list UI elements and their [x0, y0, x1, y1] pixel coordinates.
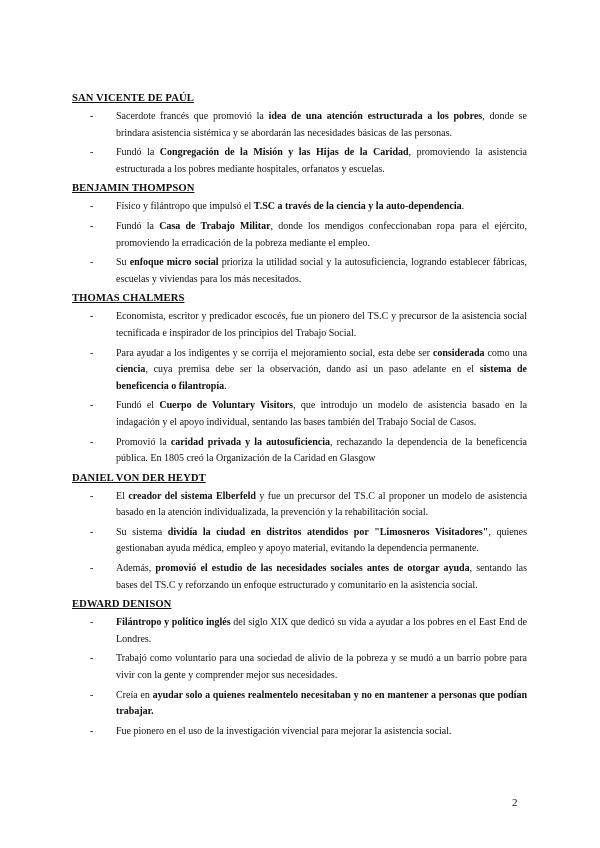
text: , promoviendo la asistencia estructurada a los pobres mediante hospitales, orfanatos y escuelas.: [116, 147, 527, 175]
list-item: [72, 145, 527, 178]
list-item: [72, 489, 527, 522]
bold-text: creador del sistema Elberfeld: [128, 490, 256, 502]
text: Su sistema: [116, 526, 168, 538]
text: , donde se brindara asistencia sistémica y se abordarán las necesidades básicas de las personas.: [116, 111, 527, 139]
dash-bullet: -: [90, 563, 94, 575]
text: El: [116, 490, 129, 502]
text: como una: [484, 347, 528, 359]
dash-bullet: -: [90, 220, 94, 232]
dash-bullet: -: [90, 689, 94, 701]
dash-bullet: -: [90, 526, 94, 538]
text: del siglo XIX que dedicó su vida a ayudar a los pobres en el East End de Londres.: [116, 617, 527, 645]
bold-text: Filántropo y político inglés: [116, 617, 231, 629]
list-item: [72, 255, 527, 288]
text: .: [224, 380, 227, 392]
text: Para ayudar a los indigentes y se corrija el mejoramiento social, esta debe ser: [116, 347, 433, 359]
page-number: 2: [512, 797, 518, 809]
dash-bullet: -: [90, 400, 94, 412]
bold-text: T.SC a través de la ciencia y la auto-dependencia: [253, 201, 462, 213]
bullet-list: [72, 489, 527, 595]
bold-text: dividía la ciudad en distritos atendidos por "Limosneros Visitadores": [167, 526, 489, 538]
text: , sentando las bases del TS.C y reforzando un enfoque estructurado y comunitario en la asistencia social.: [116, 563, 528, 591]
bold-text: idea de una atención estructurada a los pobres: [268, 111, 483, 122]
section: [72, 91, 527, 178]
bold-text: sistema de beneficencia o filantropía: [116, 364, 527, 392]
list-item: [72, 688, 527, 721]
text: Fundó la: [116, 147, 160, 159]
text: y fue un precursor del TS.C al proponer un modelo de asistencia basado en la atención individualizada, la prevención y la rehabilitación social.: [116, 490, 528, 519]
list-item: [72, 346, 527, 396]
section-heading: SAN VICENTE DE PAÚL: [72, 93, 194, 104]
list-item: [72, 219, 527, 252]
bold-text: considerada: [432, 347, 485, 359]
dash-bullet: -: [90, 201, 94, 213]
section: [72, 597, 527, 740]
text: Creía en: [116, 689, 153, 701]
text: , que introdujo un modelo de asistencia basado en la indagación y el apoyo individual, sentando las bases también del Trabajo Social de Casos.: [116, 400, 528, 428]
text: Además,: [116, 563, 156, 575]
dash-bullet: -: [90, 653, 94, 665]
text: Físico y filántropo que impulsó el: [116, 201, 254, 213]
list-item: [72, 309, 527, 342]
bold-text: Congregación de la Misión y las Hijas de la Caridad: [159, 147, 409, 159]
document-body: [72, 91, 527, 743]
text: prioriza la utilidad social y la autosuficiencia, logrando establecer fábricas, escuelas y viviendas para los más necesitados.: [116, 257, 527, 285]
bullet-list: [72, 309, 527, 467]
bold-text: ayudar solo a quienes realmentelo necesitaban y no en mantener a personas que podían trabajar.: [116, 689, 528, 718]
section-heading: EDWARD DENISON: [72, 599, 172, 611]
text: , rechazando la dependencia de la beneficencia pública. En 1805 creó la Organización de la Caridad en Glasgow: [116, 436, 527, 465]
list-item: [72, 435, 527, 468]
section: [72, 291, 527, 467]
bullet-list: [72, 615, 527, 740]
list-item: [72, 561, 527, 594]
bold-text: caridad privada y la autosuficiencia: [170, 436, 331, 448]
bold-text: Casa de Trabajo Militar: [159, 220, 271, 232]
text: Economista, escritor y predicador escocés, fue un pionero del TS.C y precursor de la asistencia social tecnificada e inspirador de los principios del Trabajo Social.: [116, 311, 527, 339]
bold-text: ciencia: [116, 364, 146, 376]
section-heading: BENJAMIN THOMPSON: [72, 183, 195, 195]
list-item: [72, 724, 527, 741]
list-item: [72, 398, 527, 431]
text: Su: [116, 257, 130, 269]
list-item: [72, 109, 527, 142]
text: Fundó el: [116, 400, 160, 412]
bold-text: enfoque micro social: [129, 257, 219, 269]
section-heading: DANIEL VON DER HEYDT: [72, 472, 206, 484]
section-heading: THOMAS CHALMERS: [72, 293, 185, 305]
dash-bullet: -: [90, 617, 94, 629]
bold-text: Cuerpo de Voluntary Visitors: [159, 400, 294, 412]
bullet-list: [72, 199, 527, 288]
list-item: [72, 199, 527, 216]
dash-bullet: -: [90, 311, 94, 323]
text: , quienes gestionaban ayuda médica, empleo y apoyo material, evitando la dependencia permanente.: [116, 526, 528, 555]
dash-bullet: -: [90, 147, 94, 159]
dash-bullet: -: [90, 436, 94, 448]
dash-bullet: -: [90, 347, 94, 359]
bullet-list: [72, 109, 527, 178]
text: .: [461, 201, 465, 213]
text: Promovió la: [116, 436, 171, 448]
text: , cuya premisa debe ser la observación, dando así un paso adelante en el: [145, 364, 480, 376]
dash-bullet: -: [90, 257, 94, 269]
list-item: [72, 615, 527, 648]
text: Fue pionero en el uso de la investigación vivencial para mejorar la asistencia social.: [116, 725, 452, 737]
section: [72, 471, 527, 595]
list-item: [72, 525, 527, 558]
section: [72, 181, 527, 288]
dash-bullet: -: [90, 490, 94, 502]
dash-bullet: -: [90, 725, 94, 737]
bold-text: promovió el estudio de las necesidades sociales antes de otorgar ayuda: [155, 563, 470, 575]
text: , donde los mendigos confeccionaban ropa para el ejército, promoviendo la erradicación de la pobreza mediante el empleo.: [116, 220, 527, 249]
list-item: [72, 651, 527, 684]
dash-bullet: -: [90, 111, 94, 122]
text: Sacerdote francés que promovió la: [116, 111, 269, 122]
text: Fundó la: [116, 220, 160, 232]
text: Trabajó como voluntario para una sociedad de alivio de la pobreza y se mudó a un barrio pobre para vivir con la gente y comprender mejor sus necesidades.: [116, 653, 527, 682]
